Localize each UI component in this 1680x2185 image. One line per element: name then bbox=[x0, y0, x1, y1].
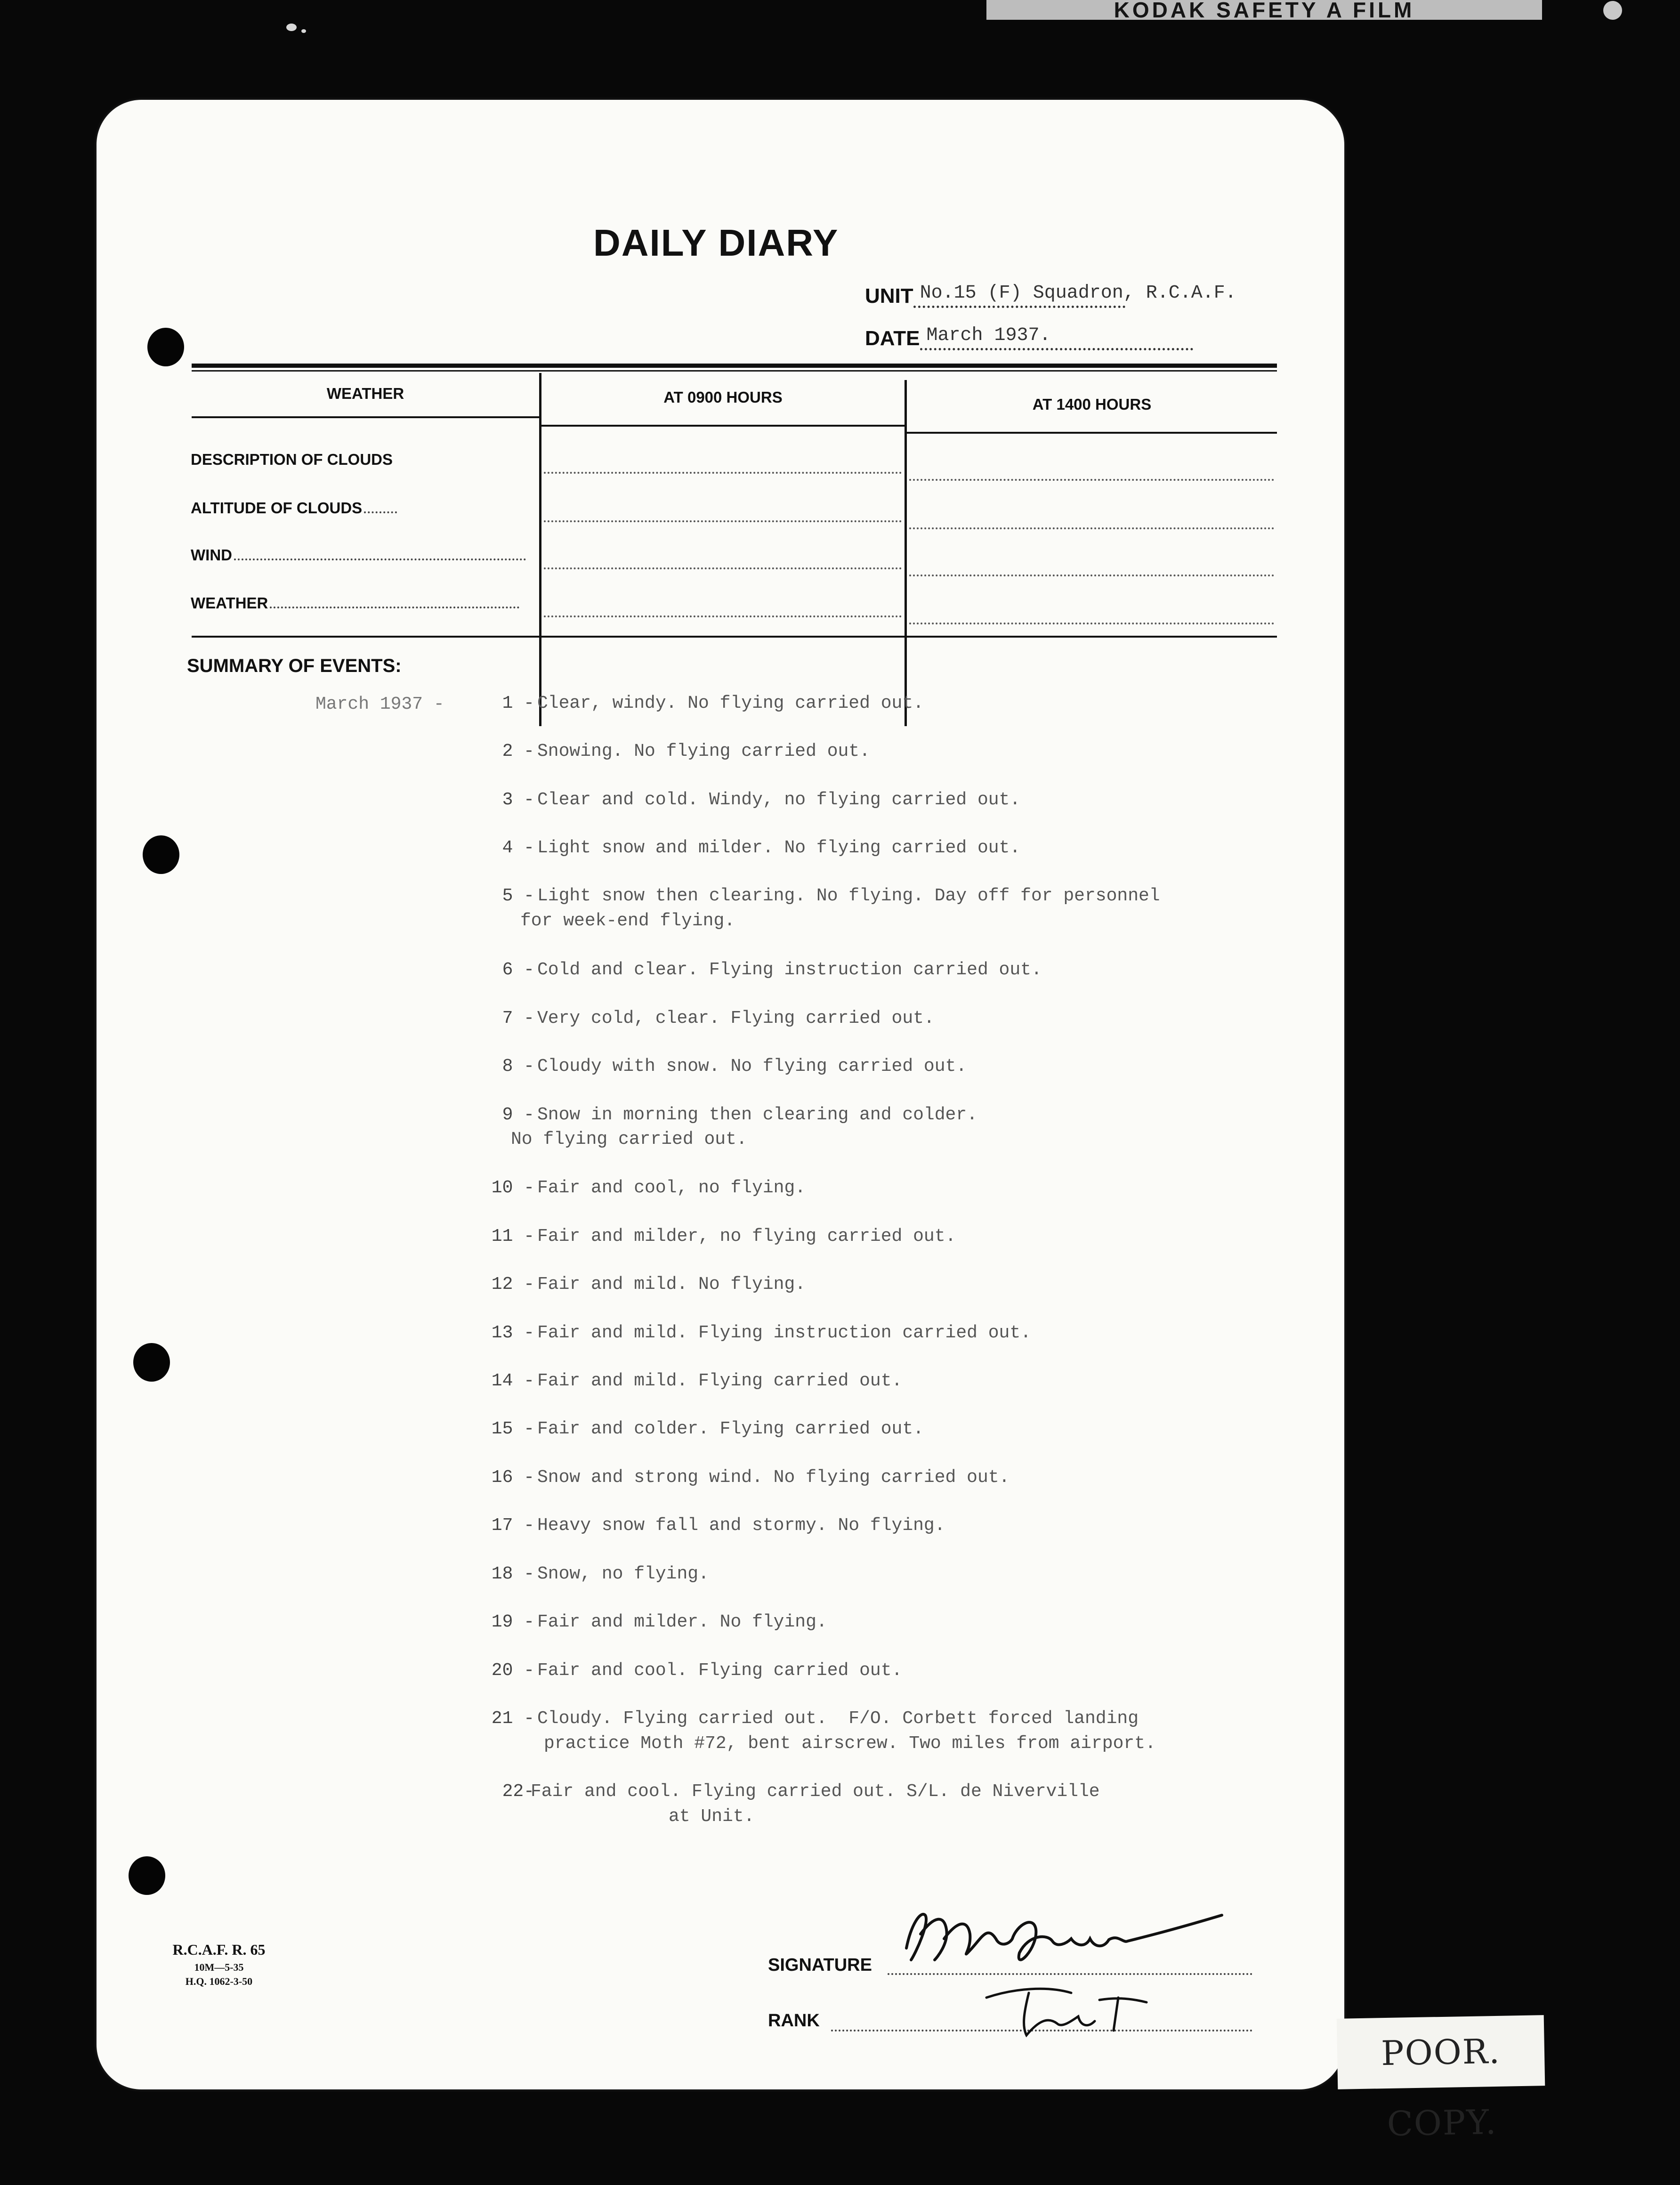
event-text: Fair and mild. No flying. bbox=[537, 1274, 806, 1295]
event-day: 8 - bbox=[502, 1056, 534, 1076]
punch-hole bbox=[147, 328, 184, 366]
table-top-rule-thin bbox=[192, 370, 1277, 372]
cell-1400-clouds-description bbox=[909, 479, 1274, 481]
unit-value: No.15 (F) Squadron, R.C.A.F. bbox=[913, 283, 1125, 308]
col-weather-header: WEATHER bbox=[326, 385, 404, 402]
event-day: 4 - bbox=[502, 838, 534, 858]
event-day: 13 - bbox=[491, 1323, 534, 1343]
cell-0900-clouds-altitude bbox=[544, 520, 902, 522]
event-text: Very cold, clear. Flying carried out. bbox=[537, 1008, 935, 1028]
cell-1400-wind bbox=[909, 575, 1274, 576]
header-rule bbox=[907, 432, 1277, 434]
handwritten-rank bbox=[977, 1979, 1156, 2045]
event-day: 17 - bbox=[491, 1515, 534, 1536]
summary-month-label: March 1937 - bbox=[315, 694, 444, 714]
diary-page bbox=[97, 100, 1344, 2089]
event-text: Fair and mild. Flying instruction carried out. bbox=[537, 1323, 1031, 1343]
event-day: 11 - bbox=[491, 1226, 534, 1246]
row-label-wind: WIND bbox=[191, 546, 526, 564]
event-text: Fair and milder. No flying. bbox=[537, 1612, 827, 1632]
form-number: R.C.A.F. R. 65 bbox=[172, 1941, 266, 1958]
punch-hole bbox=[129, 1856, 165, 1895]
film-speck bbox=[286, 24, 297, 31]
header-rule bbox=[541, 425, 905, 427]
form-number-block bbox=[162, 1941, 275, 1988]
event-text: Fair and colder. Flying carried out. bbox=[537, 1419, 924, 1439]
event-text: Light snow then clearing. No flying. Day off for personnel bbox=[537, 886, 1160, 906]
event-text-continuation: for week-end flying. bbox=[520, 911, 735, 931]
event-day: 16 - bbox=[491, 1467, 534, 1488]
event-text-continuation: No flying carried out. bbox=[511, 1129, 747, 1149]
cell-1400-weather bbox=[909, 623, 1274, 624]
event-text: Snow and strong wind. No flying carried out. bbox=[537, 1467, 1010, 1488]
film-edge-marking: KODAK SAFETY A FILM bbox=[986, 0, 1542, 20]
event-day: 7 - bbox=[502, 1008, 534, 1028]
event-text: Clear, windy. No flying carried out. bbox=[537, 693, 924, 713]
cell-0900-clouds-description bbox=[544, 472, 902, 474]
event-day: 12 - bbox=[491, 1274, 534, 1295]
event-text-continuation: at Unit. bbox=[669, 1806, 755, 1827]
event-text: Fair and cool. Flying carried out. S/L. de Niverville bbox=[531, 1781, 1100, 1802]
punch-hole bbox=[133, 1343, 170, 1382]
event-text: Snow in morning then clearing and colder. bbox=[537, 1105, 977, 1125]
film-speck bbox=[301, 29, 306, 33]
row-label-clouds-altitude: ALTITUDE OF CLOUDS bbox=[191, 499, 397, 517]
summary-heading: SUMMARY OF EVENTS: bbox=[187, 656, 402, 676]
event-text: Fair and cool. Flying carried out. bbox=[537, 1660, 903, 1681]
page-title: DAILY DIARY bbox=[593, 222, 839, 264]
handwritten-signature bbox=[892, 1896, 1231, 1976]
event-day: 18 - bbox=[491, 1564, 534, 1584]
event-text-continuation: practice Moth #72, bent airscrew. Two miles from airport. bbox=[544, 1733, 1156, 1754]
punch-hole bbox=[143, 835, 179, 874]
event-day: 14 - bbox=[491, 1371, 534, 1391]
table-top-rule-thick bbox=[192, 364, 1277, 368]
header-rule bbox=[192, 416, 539, 418]
row-label-weather: WEATHER bbox=[191, 594, 519, 612]
event-text: Light snow and milder. No flying carried out. bbox=[537, 838, 1021, 858]
event-day: 9 - bbox=[502, 1105, 534, 1125]
event-text: Heavy snow fall and stormy. No flying. bbox=[537, 1515, 945, 1536]
rank-label: RANK bbox=[768, 2011, 820, 2031]
cell-0900-wind bbox=[544, 567, 902, 569]
row-label-clouds-description: DESCRIPTION OF CLOUDS bbox=[191, 451, 393, 468]
table-bottom-rule bbox=[192, 636, 1277, 638]
event-text: Snowing. No flying carried out. bbox=[537, 741, 870, 761]
event-text: Fair and mild. Flying carried out. bbox=[537, 1371, 903, 1391]
event-text: Fair and cool, no flying. bbox=[537, 1178, 806, 1198]
event-day: 22- bbox=[502, 1781, 534, 1802]
event-day: 6 - bbox=[502, 960, 534, 980]
event-day: 20 - bbox=[491, 1660, 534, 1681]
col-0900-header: AT 0900 HOURS bbox=[663, 388, 783, 406]
event-text: Snow, no flying. bbox=[537, 1564, 709, 1584]
event-day: 19 - bbox=[491, 1612, 534, 1632]
event-day: 21 - bbox=[491, 1708, 534, 1729]
date-row bbox=[865, 325, 1193, 363]
event-day: 2 - bbox=[502, 741, 534, 761]
col-1400-header: AT 1400 HOURS bbox=[1032, 396, 1152, 413]
unit-row bbox=[865, 283, 1236, 320]
signature-label: SIGNATURE bbox=[768, 1955, 872, 1975]
event-day: 15 - bbox=[491, 1419, 534, 1439]
date-value: March 1937. bbox=[920, 325, 1193, 350]
form-hq-number: H.Q. 1062-3-50 bbox=[185, 1975, 253, 1987]
film-edge-dot bbox=[1603, 1, 1622, 20]
poor-copy-stamp: POOR. COPY. bbox=[1337, 2015, 1545, 2089]
event-day: 1 - bbox=[502, 693, 534, 713]
event-text: Cloudy with snow. No flying carried out. bbox=[537, 1056, 967, 1076]
form-print-run: 10M—5-35 bbox=[194, 1961, 244, 1973]
cell-0900-weather bbox=[544, 615, 902, 617]
event-day: 10 - bbox=[491, 1178, 534, 1198]
event-text: Clear and cold. Windy, no flying carried out. bbox=[537, 790, 1021, 810]
date-label: DATE bbox=[865, 327, 920, 350]
event-text: Cold and clear. Flying instruction carried out. bbox=[537, 960, 1042, 980]
event-day: 3 - bbox=[502, 790, 534, 810]
cell-1400-clouds-altitude bbox=[909, 527, 1274, 529]
unit-label: UNIT bbox=[865, 284, 913, 308]
event-text: Cloudy. Flying carried out. F/O. Corbett forced landing bbox=[537, 1708, 1139, 1729]
event-day: 5 - bbox=[502, 886, 534, 906]
event-text: Fair and milder, no flying carried out. bbox=[537, 1226, 956, 1246]
